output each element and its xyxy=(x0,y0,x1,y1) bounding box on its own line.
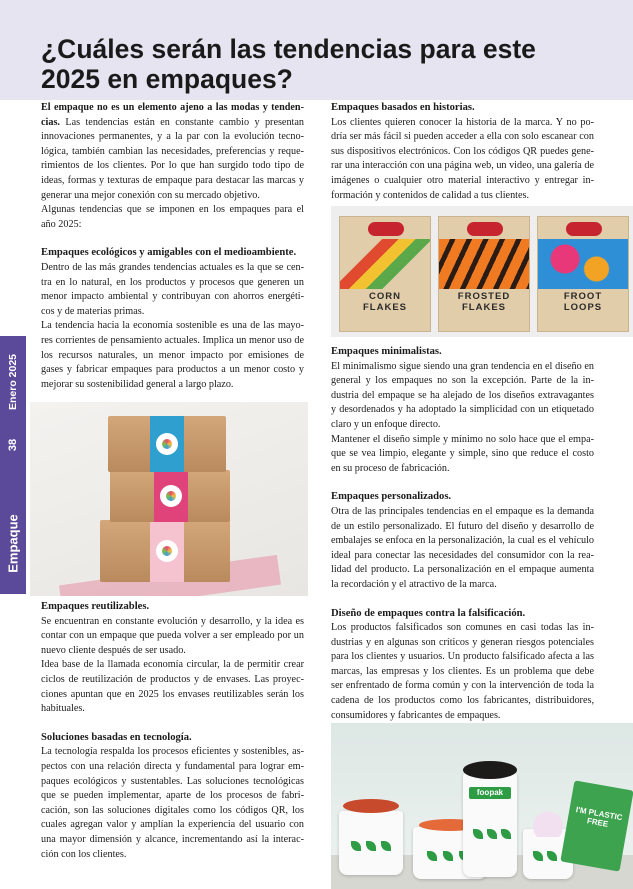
box-logo-icon xyxy=(156,540,178,562)
cereal-box-froot-loops xyxy=(537,216,629,332)
left-column-bottom xyxy=(41,600,304,862)
minimal-paragraph-2: Mantener el diseño simple y mínimo no solo hace que el empa-que se vea limpio, elegante y simple, sino que reduce el costo en su proceso de fabricación. xyxy=(331,433,594,474)
eco-containers-photo xyxy=(331,723,633,889)
box-middle xyxy=(110,470,230,522)
reuse-paragraph-1: Se encuentran en constante evolución y desarrollo, y la idea es contar con un empaque que pueda volver a ser empleado por un nuevo cliente después de ser usado. xyxy=(41,615,304,656)
intro-lead: El empaque no es un elemento ajeno a las modas y tenden-cias. xyxy=(41,102,304,128)
cereal-box-frosted-flakes xyxy=(438,216,530,332)
rooster-art xyxy=(340,239,430,289)
minimal-paragraph-1: El minimalismo sigue siendo una gran tendencia en el diseño en general y los empaques no son la excepción. Parte de la in-dustria del empaque se ha alejado de los diseños extravagantes y desordenados y ha adoptado la simplicidad con un etiquetado claro y un enfoque directo. xyxy=(331,360,594,430)
heading-stories: Empaques basados en historias. xyxy=(331,102,475,113)
container-left xyxy=(339,811,403,875)
section-name: Empaque xyxy=(5,514,21,573)
plastic-free-label: I'M PLASTIC FREE xyxy=(575,805,624,829)
cup-brand-label: foopak xyxy=(469,787,511,799)
tech-paragraph-1: La tecnología respalda los procesos eficientes y sostenibles, as-pectos con una relación directa y fundamental para lograr em-paques ecológicos y sustentables. Las soluciones tecnológicas que se pueden implementar, aparte de los procesos de fabri-cación, son las soluciones digitales como los códigos QR, los cuales agregan valor y amplían la experiencia del usuario con una mayor dimensión y alcance, incrementando así la interac-ción con los clientes. xyxy=(41,746,304,860)
page-number: 38 xyxy=(7,438,19,452)
toucan-art xyxy=(538,239,628,289)
brand-logo-icon xyxy=(566,222,602,236)
cereal-box-corn-flakes xyxy=(339,216,431,332)
personal-paragraph-1: Otra de las principales tendencias en el empaque es la demanda de un estilo personalizado. El futuro del diseño y desarrollo de embalajes se enfoca en la personalización, la cual es el vehículo ideal para conectar las necesidades del consumidor con la rea-lidad del producto. La personalización en el empaque aumenta la recordación y el atractivo de la marca. xyxy=(331,505,594,590)
cereal-name: FROOT LOOPS xyxy=(563,291,603,313)
brand-logo-icon xyxy=(467,222,503,236)
stacked-boxes-photo xyxy=(30,402,308,596)
cereal-name: CORN FLAKES xyxy=(363,291,407,313)
reuse-paragraph-2: Idea base de la llamada economía circular, la de permitir crear ciclos de reutilización de productos y de envases. Las proyec-ciones apuntan que en 2025 los envases reutilizables serán los habituales. xyxy=(41,659,304,715)
cereal-name: FROSTED FLAKES xyxy=(457,291,511,313)
box-top xyxy=(108,416,226,472)
left-column-top xyxy=(41,101,304,392)
eco-paragraph-1: Dentro de las más grandes tendencias actuales es la que se cen-tra en lo natural, en los productos y procesos que generen un menor impacto ambiental y contribuyan con ahorros energéti-cos y de materias primas. xyxy=(41,261,304,317)
counterfeit-paragraph-1: Los productos falsificados son comunes en casi todas las in-dustrias y en algunas son críticos y generan riesgos potenciales para los clientes y usuarios. Un producto falsificado afecta a las marcas, las empresas y los clientes. Es un problema que debe ser enfrentado de forma común y con la intervención de toda la cadena de los productos como los fabricantes, distribuidores, consumidores y fabricantes de empaques. xyxy=(331,622,594,721)
intro-body: Las tendencias están en constante cambio y presentan innovaciones permanentes, y a la par con la evolución tecno-lógica, también cambian las necesidades, preferencias y reque-rimientos de los clientes. Por lo que han surgido todo tipo de ideas, formas y texturas de empaque para destacar las marcas y generar una mejor conexión con su mercado objetivo. xyxy=(41,116,304,201)
intro-paragraph xyxy=(41,101,304,203)
brand-logo-icon xyxy=(368,222,404,236)
side-tab-text xyxy=(0,336,26,594)
box-logo-icon xyxy=(160,485,182,507)
heading-minimalist: Empaques minimalistas. xyxy=(331,346,442,357)
cereal-boxes-photo xyxy=(331,206,633,337)
heading-personalized: Empaques personalizados. xyxy=(331,491,452,503)
box-bottom xyxy=(100,520,230,582)
intro-paragraph-2: Algunas tendencias que se imponen en los empaques para el año 2025: xyxy=(41,204,304,230)
issue-date: Enero 2025 xyxy=(7,353,19,411)
tiger-stripes-art xyxy=(439,239,529,289)
heading-tech: Soluciones basadas en tecnología. xyxy=(41,731,192,743)
story-paragraph-1: Los clientes quieren conocer la historia de la marca. Y no po-dría ser más fácil si pueden acceder a ella con solo escanear con sus dispositivos electrónicos. Con los códigos QR puedes gene-rar una interacción con una página web, un video, una galería de imágenes o cualquier otro material interactivo y entregar in-formación y contenidos de calidad a tus clientes. xyxy=(331,116,594,201)
heading-anti-counterfeit: Diseño de empaques contra la falsificación. xyxy=(331,607,526,619)
right-column-middle xyxy=(331,345,594,723)
eco-paragraph-2: La tendencia hacia la economía sostenible es una de las mayo-res corrientes de pensamiento actuales. Implica un menor uso de los recursos naturales, un menor impacto por emisiones de gases y fabricar empaques para productos a un menor costo y mejorar su sostenibilidad general a largo plazo. xyxy=(41,320,304,390)
heading-reusable: Empaques reutilizables. xyxy=(41,601,150,612)
heading-eco: Empaques ecológicos y amigables con el medioambiente. xyxy=(41,247,297,259)
right-column-top xyxy=(331,101,594,203)
container-tall-cup xyxy=(463,773,517,877)
box-logo-icon xyxy=(156,433,178,455)
page-title: ¿Cuáles serán las tendencias para este 2025 en empaques? xyxy=(41,34,536,94)
